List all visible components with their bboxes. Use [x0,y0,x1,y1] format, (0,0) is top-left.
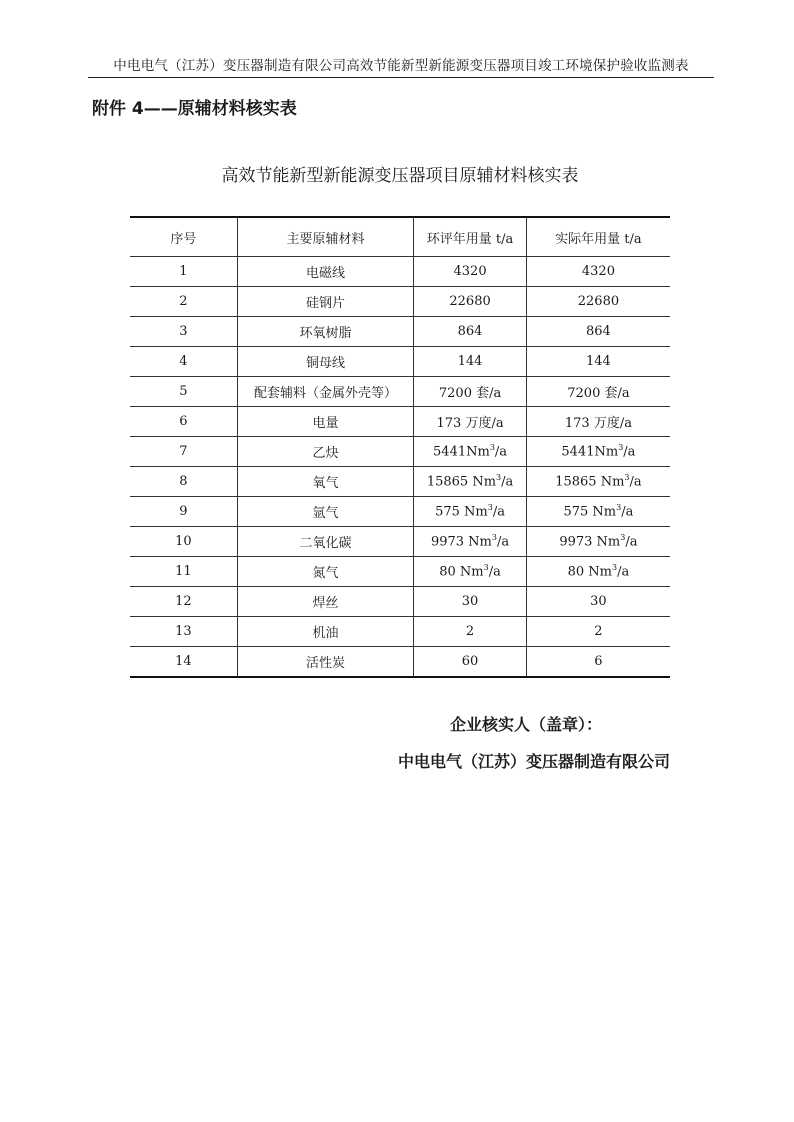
row-eia-usage: 22680 [414,287,527,317]
table-row [130,287,670,317]
row-eia-usage: 864 [414,317,527,347]
eia-unit: /a [488,564,501,580]
row-actual-usage: 2 [526,617,670,647]
row-eia-usage [414,467,527,497]
row-material: 硅钢片 [237,287,414,317]
table-row [130,257,670,287]
row-no: 7 [130,437,237,467]
company-name: 中电电气（江苏）变压器制造有限公司 [398,752,671,771]
actual-value: 575 Nm [563,504,617,520]
row-no: 2 [130,287,237,317]
header-eia-usage: 环评年用量 t/a [414,217,527,257]
row-material: 电量 [237,407,414,437]
row-material: 乙炔 [237,437,414,467]
table-title: 高效节能新型新能源变压器项目原辅材料核实表 [221,166,579,186]
superscript-3: 3 [624,473,630,483]
row-eia-usage: 7200 套/a [414,377,527,407]
row-material: 环氧树脂 [237,317,414,347]
table-row [130,437,670,467]
row-material: 电磁线 [237,257,414,287]
actual-value: 80 Nm [567,564,612,580]
actual-unit: /a [617,564,630,580]
row-no: 10 [130,527,237,557]
row-actual-usage: 6 [526,647,670,678]
row-actual-usage: 30 [526,587,670,617]
row-material: 焊丝 [237,587,414,617]
row-actual-usage [526,557,670,587]
actual-unit: /a [625,534,638,550]
row-eia-usage [414,437,527,467]
row-material: 氩气 [237,497,414,527]
eia-value: 15865 Nm [426,474,497,490]
row-no: 11 [130,557,237,587]
row-material: 机油 [237,617,414,647]
row-no: 8 [130,467,237,497]
row-eia-usage [414,497,527,527]
table-row [130,407,670,437]
row-no: 13 [130,617,237,647]
eia-unit: /a [494,444,508,460]
superscript-3: 3 [487,503,493,513]
header-divider [88,77,714,78]
row-no: 5 [130,377,237,407]
eia-unit: /a [496,534,510,550]
table-row [130,647,670,678]
table-header-row [130,217,670,257]
row-no: 14 [130,647,237,678]
table-row [130,347,670,377]
table-row [130,497,670,527]
table-row [130,557,670,587]
table-row [130,617,670,647]
actual-value: 9973 Nm [559,534,621,550]
row-eia-usage: 60 [414,647,527,678]
row-eia-usage [414,557,527,587]
row-actual-usage: 144 [526,347,670,377]
eia-unit: /a [501,474,514,490]
header-actual-usage: 实际年用量 t/a [526,217,670,257]
row-actual-usage: 864 [526,317,670,347]
row-actual-usage [526,527,670,557]
row-eia-usage: 2 [414,617,527,647]
actual-unit: /a [623,444,636,460]
row-actual-usage [526,467,670,497]
actual-value: 5441Nm [561,444,619,460]
row-no: 3 [130,317,237,347]
superscript-3: 3 [491,533,497,543]
row-actual-usage: 173 万度/a [526,407,670,437]
eia-value: 9973 Nm [430,534,492,550]
superscript-3: 3 [483,563,489,573]
superscript-3: 3 [620,533,626,543]
superscript-3: 3 [618,443,624,453]
row-actual-usage: 4320 [526,257,670,287]
table-row [130,317,670,347]
actual-value: 15865 Nm [555,474,625,490]
row-eia-usage: 30 [414,587,527,617]
eia-value: 80 Nm [439,564,484,580]
eia-value: 5441Nm [433,444,490,460]
annex-title: 附件 4——原辅材料核实表 [92,99,297,119]
actual-unit: /a [621,504,634,520]
row-actual-usage [526,437,670,467]
eia-unit: /a [492,504,505,520]
superscript-3: 3 [612,563,618,573]
table-row [130,527,670,557]
row-no: 6 [130,407,237,437]
eia-value: 575 Nm [435,504,488,520]
table-row [130,377,670,407]
row-no: 12 [130,587,237,617]
row-no: 1 [130,257,237,287]
superscript-3: 3 [616,503,622,513]
row-material: 氮气 [237,557,414,587]
superscript-3: 3 [489,443,495,453]
row-actual-usage: 7200 套/a [526,377,670,407]
header-no: 序号 [130,217,237,257]
row-no: 9 [130,497,237,527]
superscript-3: 3 [496,473,502,483]
verifier-seal-label: 企业核实人（盖章）： [450,715,603,734]
actual-unit: /a [629,474,642,490]
row-material: 配套辅料（金属外壳等） [237,377,414,407]
row-eia-usage: 4320 [414,257,527,287]
row-actual-usage: 22680 [526,287,670,317]
page-header: 中电电气（江苏）变压器制造有限公司高效节能新型新能源变压器项目竣工环境保护验收监测表 [113,58,689,74]
row-material: 二氧化碳 [237,527,414,557]
row-material: 铜母线 [237,347,414,377]
table-row [130,467,670,497]
row-eia-usage [414,527,527,557]
row-material: 氧气 [237,467,414,497]
header-material: 主要原辅材料 [237,217,414,257]
row-no: 4 [130,347,237,377]
table-row [130,587,670,617]
row-eia-usage: 144 [414,347,527,377]
materials-table [130,216,670,678]
row-actual-usage [526,497,670,527]
row-eia-usage: 173 万度/a [414,407,527,437]
row-material: 活性炭 [237,647,414,678]
